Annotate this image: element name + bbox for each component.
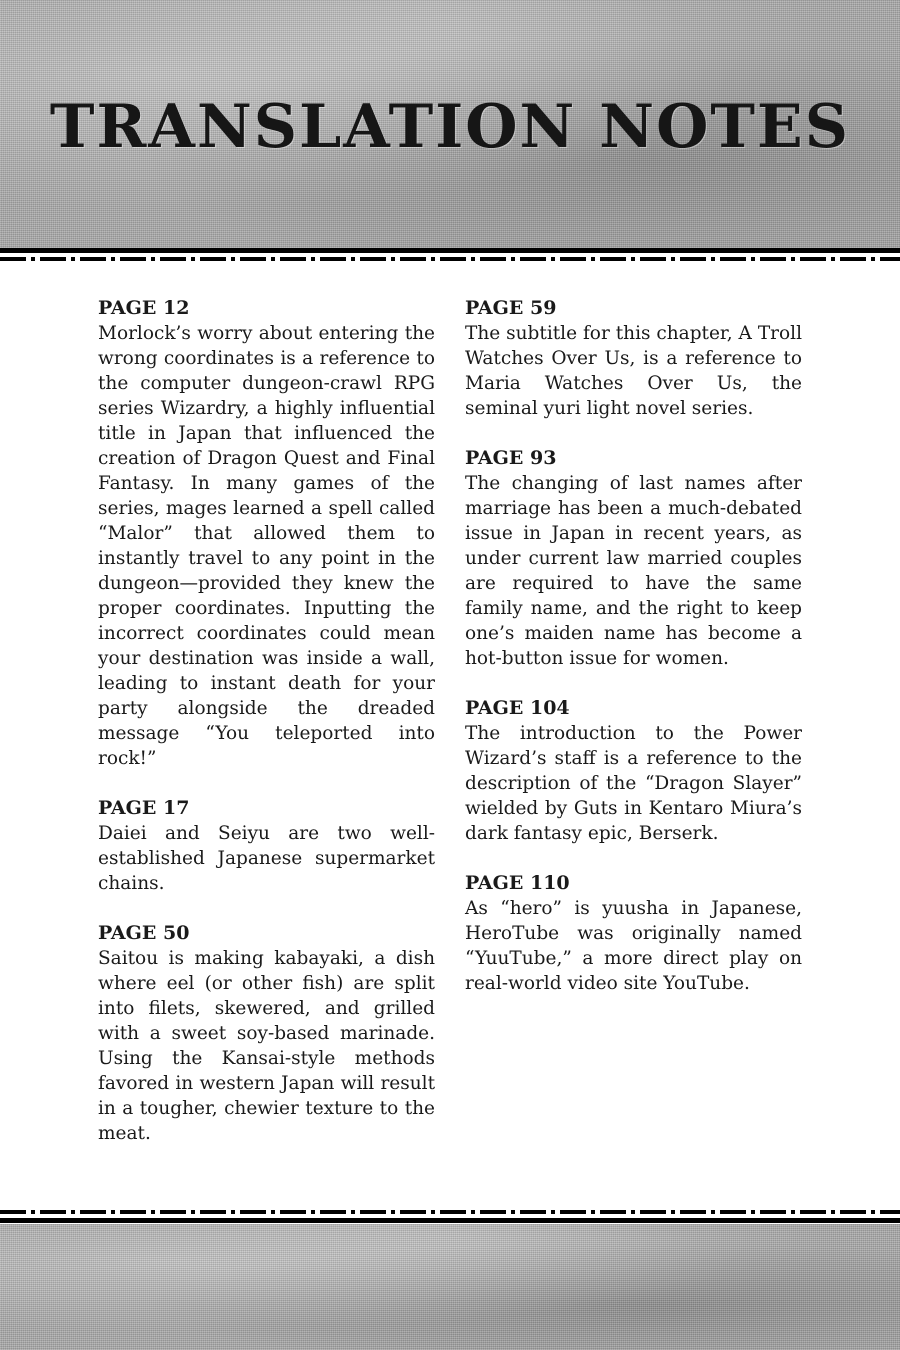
- note-heading: PAGE 59: [465, 297, 557, 319]
- note-heading: PAGE 12: [98, 297, 190, 319]
- note-heading: PAGE 50: [98, 922, 190, 944]
- note-heading: PAGE 104: [465, 697, 570, 719]
- note-page-59: [465, 296, 802, 421]
- header-dashed-rule: [0, 257, 900, 261]
- page-title: TRANSLATION NOTES: [49, 92, 851, 162]
- note-body: The changing of last names after marriage has been a much-debated issue in Japan in recent years, as under current law married couples are required to have the same family name, and the right to keep one’s maiden name has become a hot-button issue for women.: [465, 473, 802, 669]
- notes-column-right: [465, 296, 802, 1021]
- note-heading: PAGE 17: [98, 797, 190, 819]
- note-heading: PAGE 110: [465, 872, 570, 894]
- footer-dashed-rule: [0, 1210, 900, 1214]
- notes-column-left: [98, 296, 435, 1171]
- note-page-93: [465, 446, 802, 671]
- note-page-110: [465, 871, 802, 996]
- note-body: Saitou is making kabayaki, a dish where eel (or other fish) are split into filets, skewered, and grilled with a sweet soy-based marinade. Using the Kansai-style methods favored in western Japan will result in a tougher, chewier texture to the meat.: [98, 948, 435, 1144]
- footer-band: [0, 1224, 900, 1350]
- header-band: [0, 0, 900, 248]
- note-body: Daiei and Seiyu are two well-established Japanese supermarket chains.: [98, 823, 435, 894]
- note-heading: PAGE 93: [465, 447, 557, 469]
- note-body: Morlock’s worry about entering the wrong coordinates is a reference to the computer dungeon-crawl RPG series Wizardry, a highly influential title in Japan that influenced the creation of Dragon Quest and Final Fantasy. In many games of the series, mages learned a spell called “Malor” that allowed them to instantly travel to any point in the dungeon—provided they knew the proper coordinates. Inputting the incorrect coordinates could mean your destination was inside a wall, leading to instant death for your party alongside the dreaded message “You teleported into rock!”: [98, 323, 435, 769]
- note-page-17: [98, 796, 435, 896]
- note-page-104: [465, 696, 802, 846]
- note-page-50: [98, 921, 435, 1146]
- note-body: The introduction to the Power Wizard’s staff is a reference to the description of the “Dragon Slayer” wielded by Guts in Kentaro Miura’s dark fantasy epic, Berserk.: [465, 723, 802, 844]
- note-body: As “hero” is yuusha in Japanese, HeroTube was originally named “YuuTube,” a more direct play on real-world video site YouTube.: [465, 898, 802, 994]
- header-rule: [0, 248, 900, 253]
- note-body: The subtitle for this chapter, A Troll Watches Over Us, is a reference to Maria Watches Over Us, the seminal yuri light novel series.: [465, 323, 802, 419]
- note-page-12: [98, 296, 435, 771]
- footer-rule: [0, 1218, 900, 1223]
